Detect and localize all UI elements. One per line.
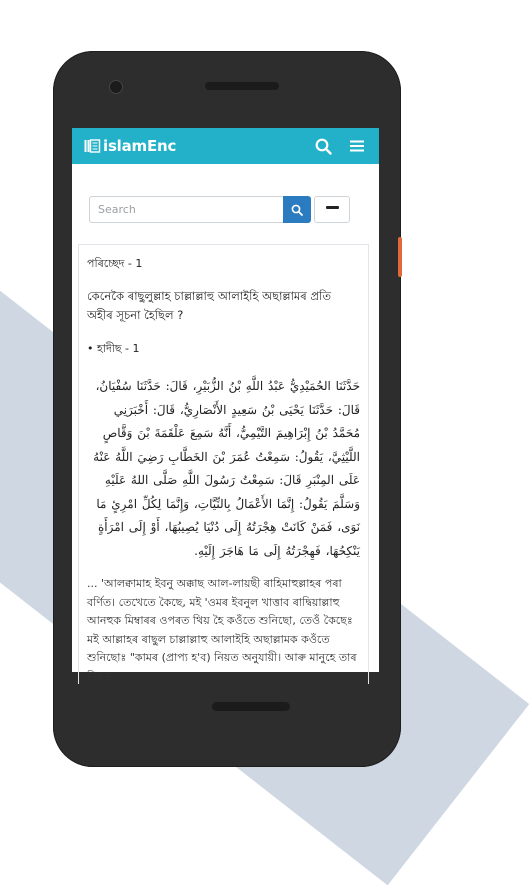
front-camera	[109, 80, 123, 94]
hadith-number: • হাদীছ - 1	[87, 342, 140, 355]
app-logo[interactable]	[84, 137, 176, 155]
dash-icon	[326, 206, 339, 209]
home-indicator	[212, 702, 290, 711]
search-button[interactable]	[313, 136, 333, 156]
search-input[interactable]	[89, 196, 283, 223]
hamburger-menu-icon	[350, 140, 364, 152]
app-title: islamEnc	[103, 137, 177, 155]
search-submit-button[interactable]	[283, 196, 311, 223]
menu-button[interactable]	[347, 136, 367, 156]
arabic-text: حَدَّثَنَا الحُمَيْدِيُّ عَبْدُ اللَّهِ بْنُ الزُّبَيْرِ، قَالَ: حَدَّثَنَا سُفْيَانُ، قَالَ: حَدَّثَنَا يَحْيَى بْنُ سَعِيدٍ الأَنْصَارِيُّ، قَالَ: أَخْبَرَنِي مُحَمَّدُ بْنُ إِبْرَاهِيمَ التَّيْمِيُّ، أَنَّهُ سَمِعَ عَلْقَمَةَ بْنَ وَقَّاصٍ اللَّيْثِيَّ، يَقُولُ: سَمِعْتُ عُمَرَ بْنَ الخَطَّابِ رَضِيَ اللَّهُ عَنْهُ عَلَى المِنْبَرِ قَالَ: سَمِعْتُ رَسُولَ اللَّهِ صَلَّى اللهُ عَلَيْهِ وَسَلَّمَ يَقُولُ: إِنَّمَا الأَعْمَالُ بِالنِّيَّاتِ، وَإِنَّمَا لِكُلِّ امْرِئٍ مَا نَوَى، فَمَنْ كَانَتْ هِجْرَتُهُ إِلَى دُنْيَا يُصِيبُهَا، أَوْ إِلَى امْرَأَةٍ يَنْكِحُهَا، فَهِجْرَتُهُ إِلَى مَا هَاجَرَ إِلَيْهِ.	[93, 379, 360, 558]
phone-speaker	[205, 82, 279, 90]
search-icon	[315, 138, 332, 155]
search-bar	[89, 196, 350, 223]
filter-dropdown-button[interactable]	[314, 196, 350, 223]
hadith-card	[78, 244, 369, 684]
translation-text: ... 'আলক্বামাহ ইবনু অক্কাছ আল-লায়ছী ৰাহিমাহুল্লাহৰ পৰা বৰ্ণিত। তেখেতে কৈছে, মই 'ওমৰ ইবনুল খাত্তাব ৰাদ্বিয়াল্লাহু আনহুক মিম্বাৰৰ ওপৰত থিয় হৈ কওঁতে শুনিছো, তেওঁ কৈছেঃ মই আল্লাহৰ ৰাছুল চাল্লাল্লাহু আলাইহি অছাল্লামক কওঁতে শুনিছোঃ "কামৰ (প্ৰাপ্য হ'ব) নিয়ত অনুযায়ী। আৰু মানুহে তাৰ নিয়ত	[87, 577, 357, 683]
chapter-heading: কেনেকৈ ৰাছুলুল্লাহ চাল্লাল্লাহু আলাইহি অছাল্লামৰ প্ৰতি অহীৰ সূচনা হৈছিল ?	[87, 289, 331, 322]
phone-side-button	[398, 237, 402, 277]
book-icon	[84, 139, 100, 153]
search-icon	[291, 204, 303, 216]
app-screen	[72, 128, 379, 683]
chapter-label: পৰিচ্ছেদ - 1	[87, 257, 143, 270]
app-bar	[72, 128, 379, 164]
phone-frame	[53, 51, 401, 767]
